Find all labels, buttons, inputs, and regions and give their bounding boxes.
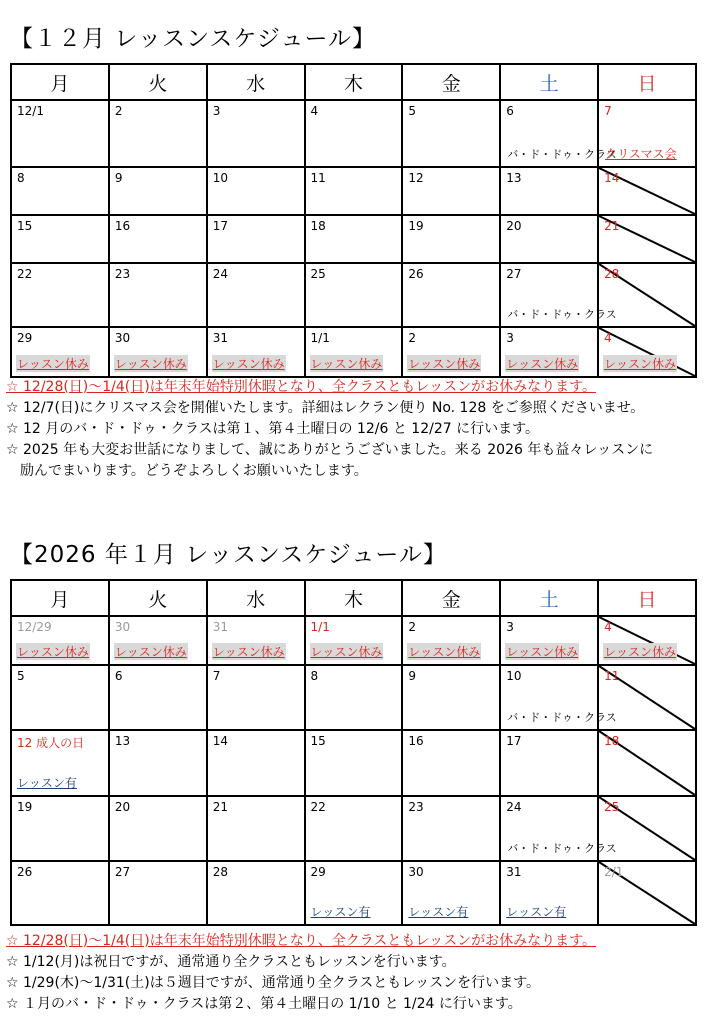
- day-number: 14: [604, 171, 620, 185]
- day-number: 4: [310, 104, 319, 118]
- christmas-party-label: クリスマス会: [605, 147, 677, 161]
- lesson-held-label: レッスン有: [310, 905, 371, 919]
- week-row: [11, 616, 696, 665]
- pas-de-deux-note: バ・ド・ドゥ・クラス: [507, 842, 617, 855]
- day-cell: [500, 616, 598, 665]
- day-cell: [11, 327, 109, 377]
- day-cell: [402, 167, 500, 215]
- day-cell: [109, 327, 207, 377]
- day-number: 28: [212, 865, 228, 879]
- week-row: [11, 215, 696, 263]
- day-cell-closed: [598, 665, 696, 730]
- weekday-wed: 水: [207, 580, 305, 616]
- day-number: 10: [506, 669, 522, 683]
- day-cell: [207, 327, 305, 377]
- december-calendar: [10, 63, 697, 378]
- day-cell: [109, 263, 207, 327]
- day-cell: [207, 796, 305, 861]
- day-cell-closed: [598, 263, 696, 327]
- day-number: 3: [506, 620, 514, 634]
- lesson-off-label: レッスン休み: [114, 357, 187, 371]
- december-title: 【１２月 レッスンスケジュール】: [10, 26, 377, 52]
- day-number: 5: [17, 669, 25, 683]
- day-cell: [305, 616, 403, 665]
- day-cell: [207, 167, 305, 215]
- weekday-sat: 土: [500, 64, 598, 100]
- day-number: 18: [604, 734, 620, 748]
- day-number: 8: [17, 171, 25, 185]
- lesson-off-label: レッスン休み: [17, 645, 89, 659]
- day-number: 26: [408, 267, 424, 281]
- weekday-fri: 金: [402, 580, 500, 616]
- day-cell: [11, 100, 109, 167]
- day-cell: [402, 730, 500, 796]
- day-number: 20: [114, 800, 131, 814]
- day-cell: [500, 861, 598, 925]
- weekday-header-row: [11, 580, 696, 616]
- day-number: 3: [212, 104, 221, 118]
- day-cell: [109, 730, 207, 796]
- day-number: 1/1: [310, 620, 330, 634]
- week-row: [11, 796, 696, 861]
- day-number: 2/1: [604, 865, 624, 879]
- day-number: 23: [408, 800, 424, 814]
- day-number: 30: [408, 865, 424, 879]
- day-number: 12 成人の日: [17, 736, 85, 750]
- day-cell: [402, 665, 500, 730]
- day-number: 26: [17, 865, 33, 879]
- day-number: 4: [604, 620, 612, 634]
- day-number: 27: [114, 865, 131, 879]
- greeting-note: ☆ 2025 年も大変お世話になりまして、誠にありがとうございました。来る 2026 年も益々レッスンに: [6, 442, 654, 458]
- day-cell: [109, 616, 207, 665]
- day-cell: [207, 263, 305, 327]
- day-number: 2: [408, 331, 417, 345]
- day-number: 30: [114, 620, 131, 634]
- day-cell: [402, 100, 500, 167]
- day-cell: [402, 796, 500, 861]
- day-cell: [11, 215, 109, 263]
- day-cell: [402, 263, 500, 327]
- weekday-tue: 火: [109, 64, 207, 100]
- day-cell: [500, 730, 598, 796]
- day-number: 14: [212, 734, 228, 748]
- pas-de-deux-note: バ・ド・ドゥ・クラス: [507, 308, 617, 321]
- weekday-mon: 月: [11, 580, 109, 616]
- day-number: 8: [310, 669, 319, 683]
- day-number: 17: [506, 734, 522, 748]
- day-cell: [305, 861, 403, 925]
- day-number: 1/1: [310, 331, 330, 345]
- day-cell: [402, 215, 500, 263]
- day-number: 22: [310, 800, 326, 814]
- lesson-off-label: レッスン休み: [408, 645, 481, 659]
- day-number: 25: [604, 800, 620, 814]
- day-number: 30: [114, 331, 131, 345]
- week-row: [11, 327, 696, 377]
- day-number: 16: [408, 734, 424, 748]
- weekday-header-row: [11, 64, 696, 100]
- christmas-note: ☆ 12/7(日)にクリスマス会を開催いたします。詳細はレクラン便り No. 128 をご参照くださいませ。: [6, 400, 645, 416]
- lesson-off-label: レッスン休み: [212, 645, 285, 659]
- day-number: 31: [506, 865, 522, 879]
- day-number: 28: [604, 267, 620, 281]
- day-number: 31: [212, 620, 228, 634]
- day-cell: [500, 215, 598, 263]
- day-cell: [11, 730, 109, 796]
- day-number: 4: [604, 331, 612, 345]
- day-number: 23: [114, 267, 131, 281]
- day-cell: [305, 263, 403, 327]
- day-cell: [11, 861, 109, 925]
- lesson-held-label: レッスン有: [506, 905, 567, 919]
- day-cell: [402, 616, 500, 665]
- day-number: 18: [310, 219, 326, 233]
- day-cell: [109, 665, 207, 730]
- day-number: 25: [310, 267, 326, 281]
- weekday-sun: 日: [598, 64, 696, 100]
- holiday-note: ☆ 12/28(日)～1/4(日)は年末年始特別休暇となり、全クラスともレッスンがお休みなります。: [6, 379, 597, 395]
- day-number: 21: [212, 800, 228, 814]
- january-calendar: [10, 579, 697, 926]
- day-cell: [11, 167, 109, 215]
- day-cell: [500, 327, 598, 377]
- day-cell: [305, 327, 403, 377]
- pas-de-deux-note: バ・ド・ドゥ・クラス: [507, 711, 617, 724]
- weekday-thu: 木: [305, 580, 403, 616]
- lesson-off-label: レッスン休み: [310, 645, 383, 659]
- day-number: 22: [17, 267, 33, 281]
- weekday-thu: 木: [305, 64, 403, 100]
- day-cell: [500, 167, 598, 215]
- day-number: 27: [506, 267, 522, 281]
- day-cell: [207, 665, 305, 730]
- day-number: 17: [212, 219, 228, 233]
- day-number: 19: [17, 800, 33, 814]
- day-cell: [402, 861, 500, 925]
- lesson-off-label: レッスン休み: [506, 645, 579, 659]
- day-cell: [207, 616, 305, 665]
- day-number: 6: [506, 104, 514, 118]
- day-cell: [305, 730, 403, 796]
- january-notes: [6, 931, 596, 1015]
- day-cell: [109, 215, 207, 263]
- day-number: 29: [310, 865, 326, 879]
- day-number: 11: [604, 669, 620, 683]
- day-number: 19: [408, 219, 424, 233]
- day-number: 2: [408, 620, 417, 634]
- day-cell: [109, 167, 207, 215]
- lesson-held-label: レッスン有: [408, 905, 469, 919]
- day-number: 31: [212, 331, 228, 345]
- lesson-off-label: レッスン休み: [310, 357, 383, 371]
- day-cell: [598, 100, 696, 167]
- week-row: [11, 730, 696, 796]
- day-cell: [207, 100, 305, 167]
- day-number: 10: [212, 171, 228, 185]
- day-number: 24: [506, 800, 522, 814]
- weekday-wed: 水: [207, 64, 305, 100]
- day-cell: [11, 796, 109, 861]
- lesson-held-label: レッスン有: [17, 776, 77, 790]
- day-cell: [11, 263, 109, 327]
- day-number: 20: [506, 219, 522, 233]
- day-number: 6: [114, 669, 123, 683]
- day-number: 7: [212, 669, 221, 683]
- day-number: 13: [506, 171, 522, 185]
- weekday-tue: 火: [109, 580, 207, 616]
- weekday-mon: 月: [11, 64, 109, 100]
- week-row: [11, 861, 696, 925]
- day-cell: [207, 730, 305, 796]
- day-cell-closed: [598, 616, 696, 665]
- lesson-off-label: レッスン休み: [506, 357, 579, 371]
- day-cell: [305, 167, 403, 215]
- coming-of-age-note: ☆ 1/12(月)は祝日ですが、通常通り全クラスともレッスンを行います。: [6, 954, 456, 970]
- day-cell: [11, 616, 109, 665]
- day-cell: [305, 215, 403, 263]
- day-number: 5: [408, 104, 417, 118]
- lesson-off-label: レッスン休み: [604, 357, 676, 371]
- lesson-off-label: レッスン休み: [604, 645, 676, 659]
- day-cell: [305, 796, 403, 861]
- lesson-off-label: レッスン休み: [17, 357, 89, 371]
- week-row: [11, 665, 696, 730]
- day-number: 16: [114, 219, 131, 233]
- day-cell-closed: [598, 730, 696, 796]
- day-number: 12/29: [17, 620, 52, 634]
- week-row: [11, 167, 696, 215]
- day-cell: [109, 796, 207, 861]
- day-number: 2: [114, 104, 123, 118]
- day-cell: [305, 100, 403, 167]
- day-cell-closed: [598, 861, 696, 925]
- day-cell: [109, 100, 207, 167]
- january-title: 【2026 年１月 レッスンスケジュール】: [10, 542, 447, 568]
- day-number: 12/1: [17, 104, 44, 118]
- day-cell: [11, 665, 109, 730]
- day-number: 13: [114, 734, 131, 748]
- day-number: 21: [604, 219, 620, 233]
- december-notes: [6, 377, 653, 482]
- fifth-week-note: ☆ 1/29(木)～1/31(土)は５週目ですが、通常通り全クラスともレッスンを行います。: [6, 975, 541, 991]
- pas-de-deux-schedule-note: ☆ １月のバ・ド・ドゥ・クラスは第２、第４土曜日の 1/10 と 1/24 に行います。: [6, 996, 522, 1012]
- day-cell: [305, 665, 403, 730]
- lesson-off-label: レッスン休み: [114, 645, 187, 659]
- day-cell-closed: [598, 327, 696, 377]
- day-number: 9: [114, 171, 123, 185]
- day-number: 12: [408, 171, 424, 185]
- day-cell-closed: [598, 167, 696, 215]
- day-cell: [109, 861, 207, 925]
- weekday-sat: 土: [500, 580, 598, 616]
- day-number: 24: [212, 267, 228, 281]
- week-row: [11, 263, 696, 327]
- pas-de-deux-schedule-note: ☆ 12 月のバ・ド・ドゥ・クラスは第１、第４土曜日の 12/6 と 12/27 に行います。: [6, 421, 539, 437]
- weekday-fri: 金: [402, 64, 500, 100]
- day-number: 29: [17, 331, 33, 345]
- day-cell: [207, 861, 305, 925]
- day-number: 3: [506, 331, 514, 345]
- day-number: 15: [310, 734, 326, 748]
- day-cell-closed: [598, 796, 696, 861]
- day-number: 9: [408, 669, 417, 683]
- day-number: 11: [310, 171, 326, 185]
- pas-de-deux-note: バ・ド・ドゥ・クラス: [507, 148, 617, 161]
- lesson-off-label: レッスン休み: [212, 357, 285, 371]
- greeting-note-cont: 励んでまいります。どうぞよろしくお願いいたします。: [20, 463, 368, 479]
- day-cell-closed: [598, 215, 696, 263]
- day-cell: [402, 327, 500, 377]
- holiday-note: ☆ 12/28(日)～1/4(日)は年末年始特別休暇となり、全クラスともレッスンがお休みなります。: [6, 933, 597, 949]
- day-cell: [500, 100, 617, 167]
- weekday-sun: 日: [598, 580, 696, 616]
- day-cell: [207, 215, 305, 263]
- day-number: 15: [17, 219, 33, 233]
- day-number: 7: [604, 104, 612, 118]
- lesson-off-label: レッスン休み: [408, 357, 481, 371]
- week-row: [11, 100, 696, 167]
